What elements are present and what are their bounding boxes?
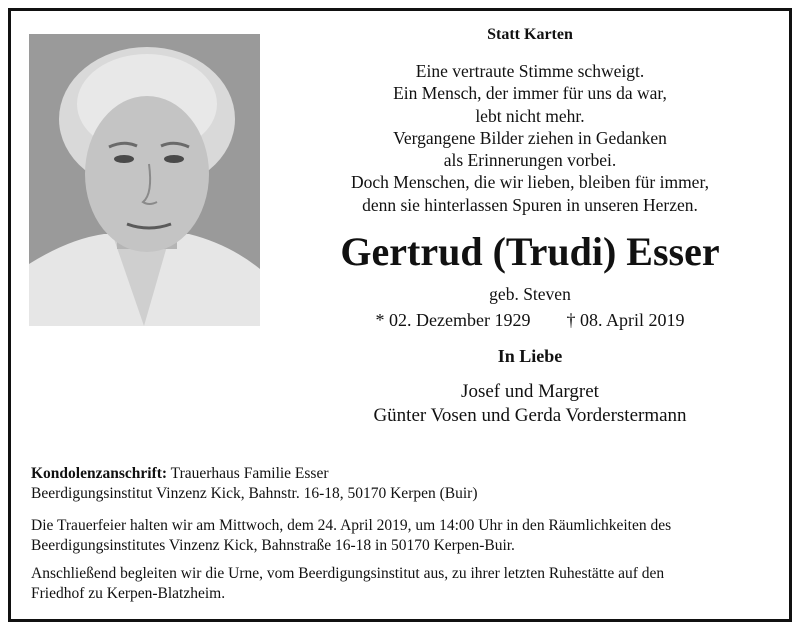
- mourners-list: [290, 380, 770, 428]
- burial-paragraph: [31, 564, 781, 603]
- poem-line: Ein Mensch, der immer für uns da war,: [393, 83, 667, 104]
- condolence-household: Trauerhaus Familie Esser: [167, 465, 329, 482]
- in-liebe-heading: In Liebe: [497, 346, 563, 366]
- birth-date: * 02. Dezember 1929: [375, 310, 531, 330]
- condolence-label: Kondolenzanschrift:: [31, 465, 168, 482]
- poem-line: Doch Menschen, die wir lieben, bleiben für immer,: [351, 172, 709, 193]
- condolence-line-1: [31, 464, 781, 484]
- deceased-name: Gertrud (Trudi) Esser: [340, 229, 720, 274]
- burial-line-2: Friedhof zu Kerpen-Blatzheim.: [31, 584, 226, 602]
- burial-line-1: Anschließend begleiten wir die Urne, vom Beerdigungsinstitut aus, zu ihrer letzten Ruhestätte auf den: [31, 565, 665, 582]
- ceremony-line-2: Beerdigungsinstitutes Vinzenz Kick, Bahnstraße 16-18 in 50170 Kerpen-Buir.: [31, 536, 515, 554]
- condolence-address: [31, 464, 781, 503]
- poem-line: als Erinnerungen vorbei.: [443, 150, 617, 171]
- portrait-illustration: [29, 34, 260, 326]
- poem-line: Eine vertraute Stimme schweigt.: [415, 61, 645, 81]
- poem-line: denn sie hinterlassen Spuren in unseren Herzen.: [362, 194, 698, 215]
- death-date: † 08. April 2019: [566, 310, 685, 330]
- maiden-name: geb. Steven: [489, 284, 571, 304]
- mourner-line: Josef und Margret: [461, 381, 599, 402]
- statt-karten-label: Statt Karten: [487, 26, 573, 43]
- ceremony-paragraph: [31, 516, 781, 555]
- condolence-line-2: Beerdigungsinstitut Vinzenz Kick, Bahnstr. 16-18, 50170 Kerpen (Buir): [31, 484, 478, 502]
- life-dates: [290, 310, 770, 331]
- ceremony-line-1: Die Trauerfeier halten wir am Mittwoch, dem 24. April 2019, um 14:00 Uhr in den Räumlichkeiten des: [31, 517, 672, 534]
- portrait-photo: [29, 34, 260, 326]
- mourner-line: Günter Vosen und Gerda Vorderstermann: [373, 405, 687, 426]
- poem: [290, 60, 770, 216]
- poem-line: Vergangene Bilder ziehen in Gedanken: [393, 127, 667, 148]
- poem-line: lebt nicht mehr.: [475, 105, 585, 126]
